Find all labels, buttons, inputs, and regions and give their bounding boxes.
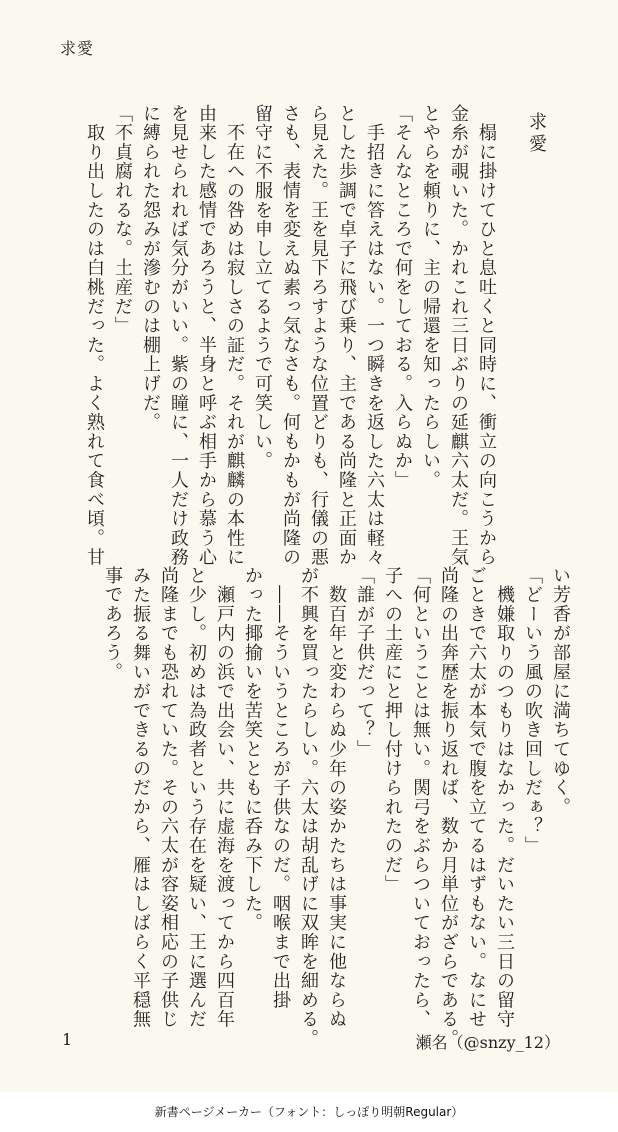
text-line: に縛られた怨みが滲むのは棚上げだ。 [140, 104, 161, 433]
text-line: 「何ということは無い。関弓をぶらついておったら、 [410, 566, 431, 1030]
text-line: 金糸が覗いた。かれこれ三日ぶりの延麒六太だ。王気 [448, 104, 469, 568]
footer-credit: 新書ページメーカー（フォント：しっぽり明朝Regular） [0, 1092, 618, 1132]
page-number: 1 [62, 1030, 73, 1049]
text-line: 取り出したのは白桃だった。よく熟れて食べ頃。甘 [84, 104, 105, 568]
text-line: 子への土産にと押し付けられたのだ」 [382, 566, 403, 895]
text-line: を見せられれば気分がいい。紫の瞳に、一人だけ政務 [168, 104, 189, 568]
text-line: と少し。初めは為政者という存在を疑い、王に選んだ [186, 566, 207, 1030]
text-line: かった揶揄いを苦笑とともに呑み下した。 [242, 566, 263, 933]
running-title: 求愛 [60, 39, 95, 58]
text-line: みた振る舞いができるのだから、雁はしばらく平穏無 [130, 566, 151, 1030]
text-line: ごときで六太が本気で腹を立てるはずもない。なにせ [466, 566, 487, 1030]
text-line: 尚隆の出奔歴を振り返れば、数か月単位がざらである。 [438, 566, 459, 1049]
text-line: 尚隆までも恐れていた。その六太が容姿相応の子供じ [158, 566, 179, 1030]
text-line: 留守に不服を申し立てるようで可笑しい。 [252, 104, 273, 471]
text-line: ――そういうところが子供なのだ。咽喉まで出掛 [270, 566, 291, 1010]
text-line: とやらを頼りに、主の帰還を知ったらしい。 [420, 104, 441, 490]
text-line: が不興を買ったらしい。六太は胡乱げに双眸を細める。 [298, 566, 319, 1049]
text-line: 「どーいう風の吹き回しだぁ？」 [522, 566, 543, 856]
text-line: 数百年と変わらぬ少年の姿かたちは事実に他ならぬ [326, 566, 347, 1030]
text-line: 事であろう。 [102, 566, 123, 682]
text-line: 機嫌取りのつもりはなかった。だいたい三日の留守 [494, 566, 515, 1030]
text-line: 不在への咎めは寂しさの証だ。それが麒麟の本性に [224, 104, 245, 568]
text-line: さも、表情を変えぬ素っ気なさも。何もかもが尚隆の [280, 104, 301, 568]
chapter-title: 求愛 [526, 112, 547, 156]
text-block-upper [80, 104, 550, 568]
text-line: 瀬戸内の浜で出会い、共に虚海を渡ってから四百年 [214, 566, 235, 1030]
text-line: 「不貞腐れるな。土産だ」 [112, 104, 133, 336]
text-line: い芳香が部屋に満ちてゆく。 [550, 566, 571, 817]
author-credit: 瀬名（@snzy_12） [415, 1033, 560, 1052]
text-line: とした歩調で卓子に飛び乗り、主である尚隆と正面か [336, 104, 357, 568]
text-line: 榻に掛けてひと息吐くと同時に、衝立の向こうから [476, 104, 497, 568]
text-line: 「誰が子供だって？」 [354, 566, 375, 759]
text-line: ら見えた。王を見下ろすような位置どりも、行儀の悪 [308, 104, 329, 568]
text-line: 手招きに答えはない。一つ瞬きを返した六太は軽々 [364, 104, 385, 568]
text-line: 「そんなところで何をしておる。入らぬか」 [392, 104, 413, 490]
text-line: 由来した感情であろうと、半身と呼ぶ相手から慕う心 [196, 104, 217, 568]
